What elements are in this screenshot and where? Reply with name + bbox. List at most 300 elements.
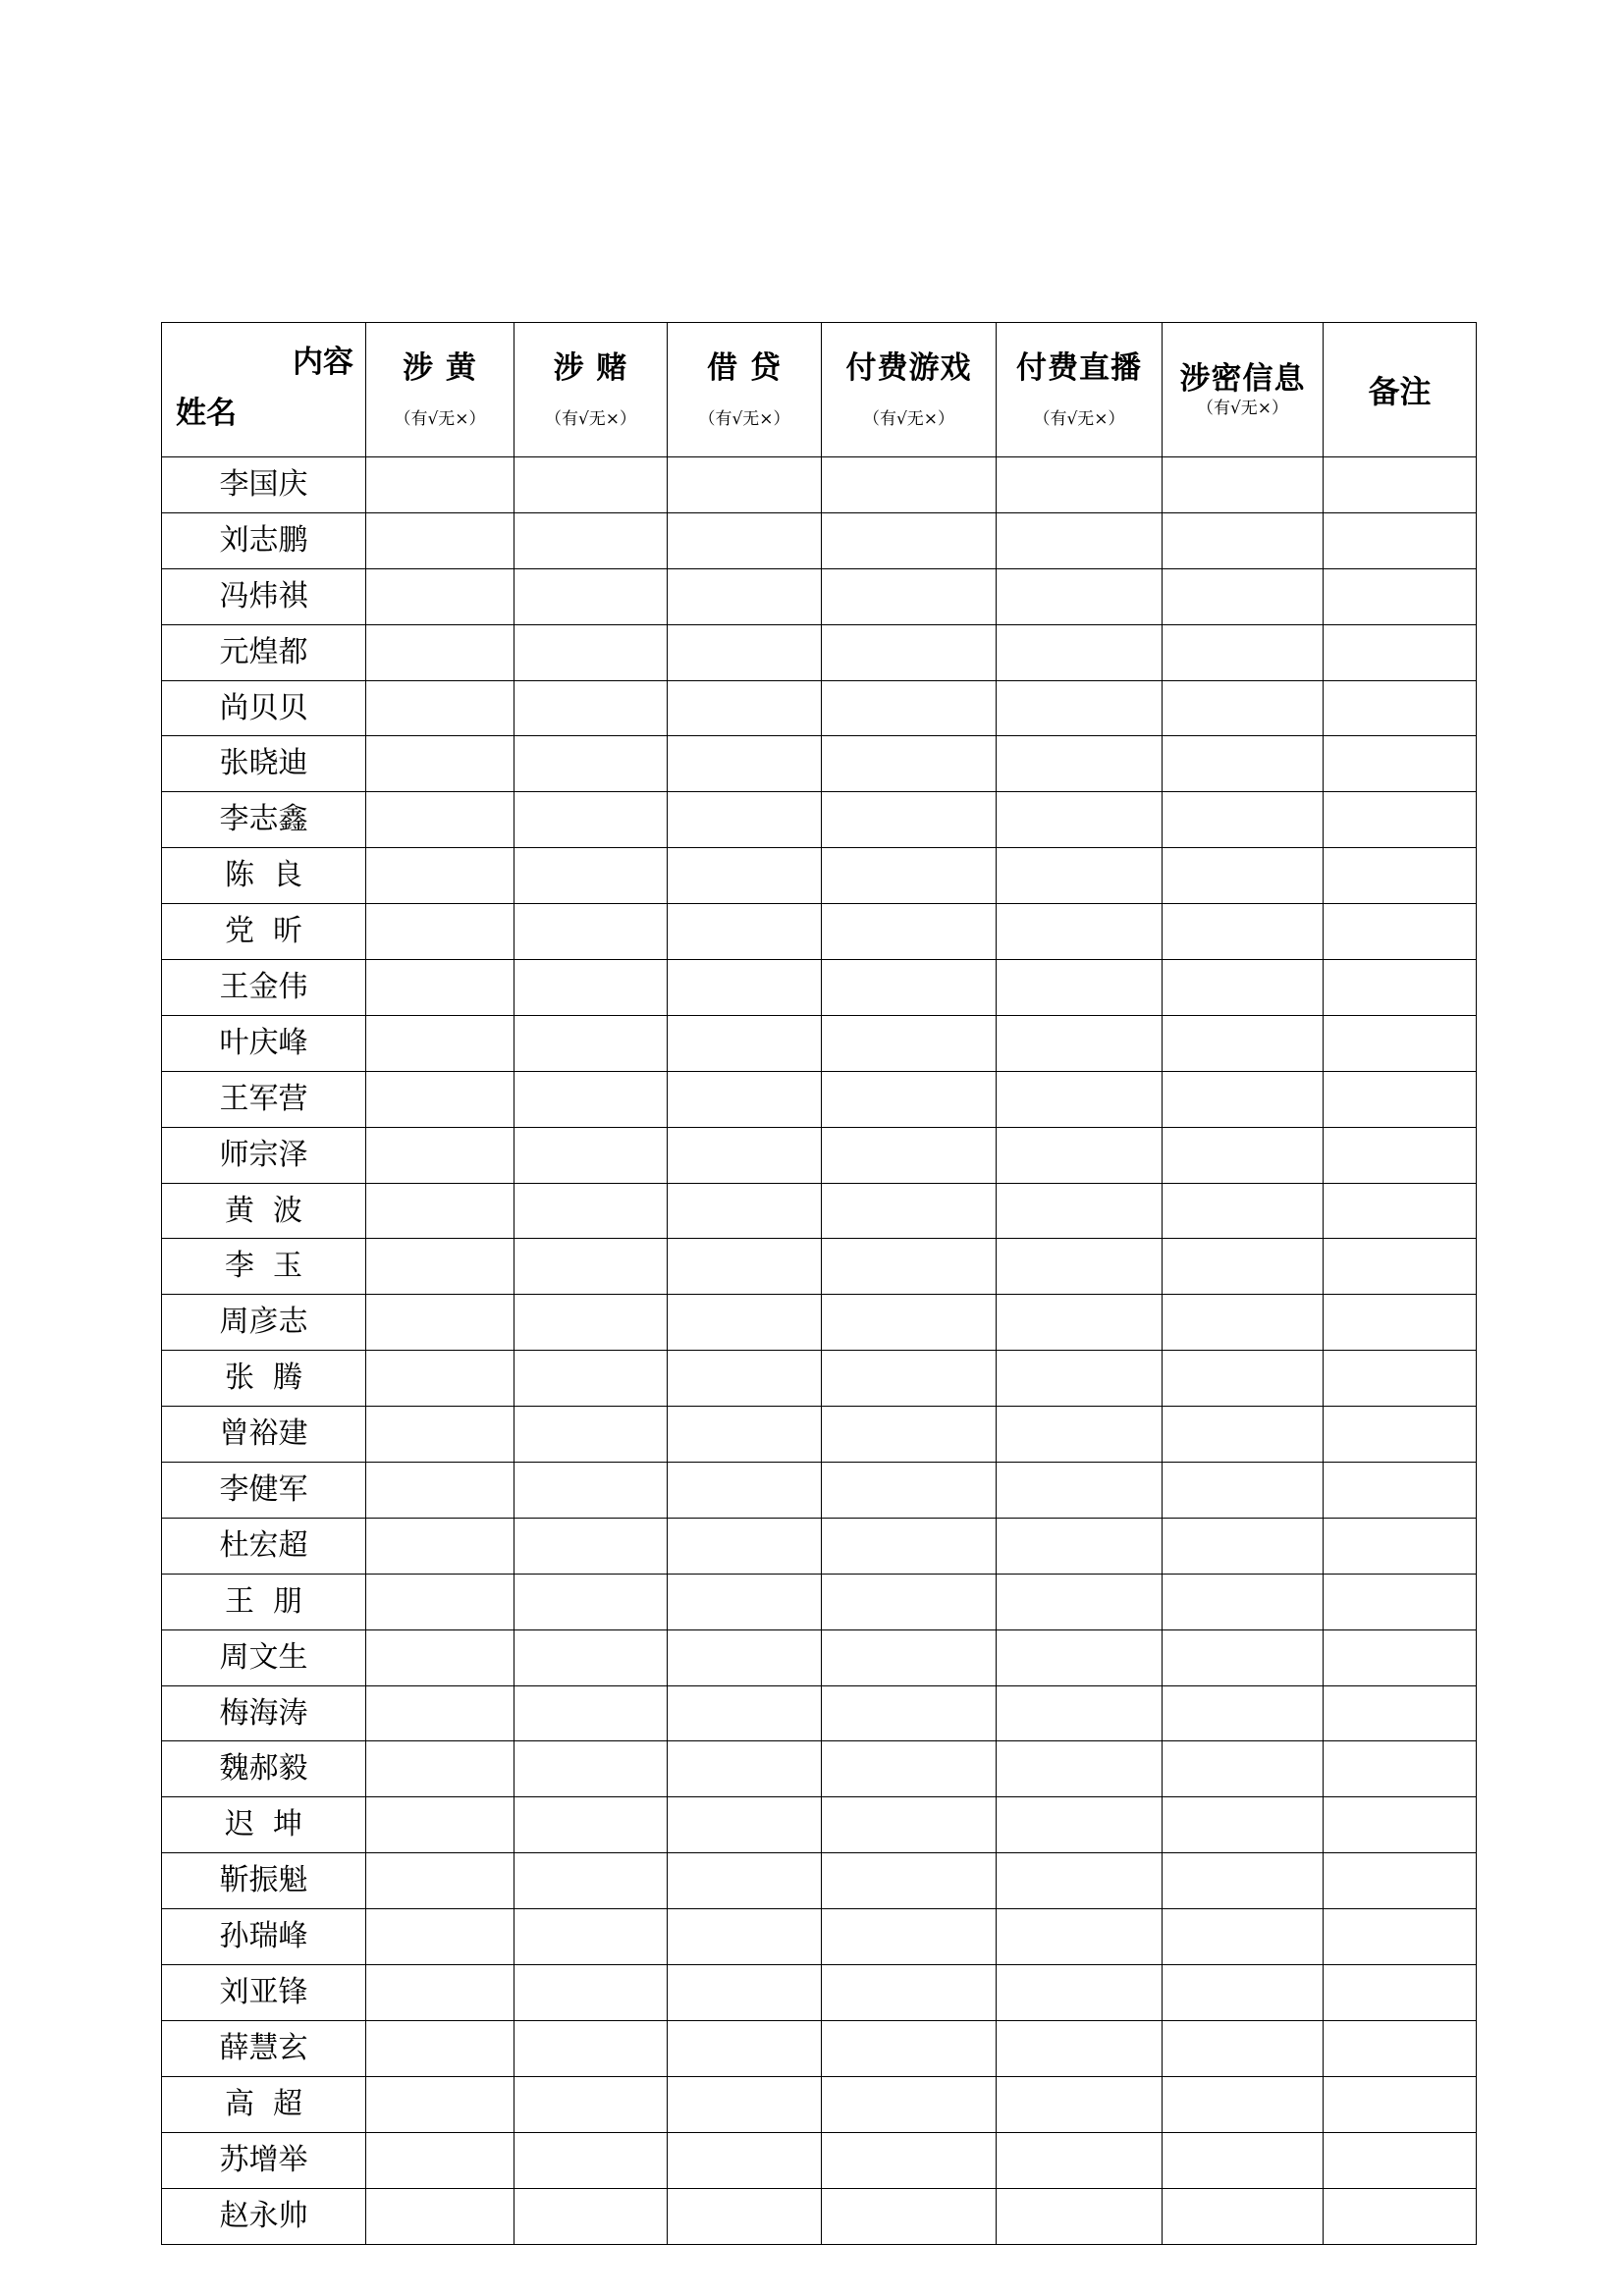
cell-paid-games[interactable]	[822, 960, 997, 1016]
cell-loans[interactable]	[668, 2020, 822, 2076]
cell-loans[interactable]	[668, 1407, 822, 1463]
cell-classified-info[interactable]	[1163, 904, 1324, 960]
cell-loans[interactable]	[668, 680, 822, 736]
cell-gambling[interactable]	[514, 568, 668, 624]
cell-classified-info[interactable]	[1163, 848, 1324, 904]
cell-paid-games[interactable]	[822, 736, 997, 792]
person-name: 梅海涛	[162, 1685, 366, 1741]
table-row	[162, 1295, 1477, 1351]
cell-loans[interactable]	[668, 1463, 822, 1519]
cell-loans[interactable]	[668, 1015, 822, 1071]
table-row	[162, 1909, 1477, 1965]
cell-porn[interactable]	[366, 1463, 514, 1519]
cell-remarks[interactable]	[1324, 792, 1477, 848]
table-row	[162, 1239, 1477, 1295]
column-header-loans: 借 贷 （有√无×）	[668, 323, 822, 457]
cell-paid-games[interactable]	[822, 1407, 997, 1463]
column-header-remarks: 备注	[1324, 323, 1477, 457]
cell-classified-info[interactable]	[1163, 512, 1324, 568]
cell-paid-games[interactable]	[822, 904, 997, 960]
table-row	[162, 457, 1477, 513]
table-row	[162, 568, 1477, 624]
cell-porn[interactable]	[366, 680, 514, 736]
cell-classified-info[interactable]	[1163, 1909, 1324, 1965]
cell-paid-livestream[interactable]	[997, 2188, 1163, 2244]
cell-loans[interactable]	[668, 1127, 822, 1183]
cell-remarks[interactable]	[1324, 736, 1477, 792]
table-row	[162, 848, 1477, 904]
cell-classified-info[interactable]	[1163, 792, 1324, 848]
person-name: 党 昕	[162, 904, 366, 960]
person-name: 张 腾	[162, 1351, 366, 1407]
cell-remarks[interactable]	[1324, 512, 1477, 568]
cell-porn[interactable]	[366, 1407, 514, 1463]
cell-porn[interactable]	[366, 1239, 514, 1295]
cell-remarks[interactable]	[1324, 1797, 1477, 1853]
cell-gambling[interactable]	[514, 1015, 668, 1071]
cell-paid-livestream[interactable]	[997, 1518, 1163, 1574]
cell-paid-livestream[interactable]	[997, 1965, 1163, 2021]
cell-classified-info[interactable]	[1163, 1685, 1324, 1741]
cell-loans[interactable]	[668, 1909, 822, 1965]
cell-paid-livestream[interactable]	[997, 624, 1163, 680]
cell-paid-livestream[interactable]	[997, 1797, 1163, 1853]
cell-paid-games[interactable]	[822, 1351, 997, 1407]
table-row	[162, 1574, 1477, 1629]
cell-paid-livestream[interactable]	[997, 1127, 1163, 1183]
table-row	[162, 1183, 1477, 1239]
cell-loans[interactable]	[668, 1239, 822, 1295]
cell-classified-info[interactable]	[1163, 1071, 1324, 1127]
cell-paid-games[interactable]	[822, 1463, 997, 1519]
cell-paid-games[interactable]	[822, 1574, 997, 1629]
table-row	[162, 2020, 1477, 2076]
cell-porn[interactable]	[366, 1518, 514, 1574]
cell-paid-games[interactable]	[822, 624, 997, 680]
cell-remarks[interactable]	[1324, 1351, 1477, 1407]
cell-porn[interactable]	[366, 1797, 514, 1853]
cell-paid-livestream[interactable]	[997, 1629, 1163, 1685]
cell-loans[interactable]	[668, 1797, 822, 1853]
cell-gambling[interactable]	[514, 1127, 668, 1183]
person-name: 周彦志	[162, 1295, 366, 1351]
cell-classified-info[interactable]	[1163, 2020, 1324, 2076]
cell-paid-games[interactable]	[822, 792, 997, 848]
cell-porn[interactable]	[366, 512, 514, 568]
table-row	[162, 1741, 1477, 1797]
cell-classified-info[interactable]	[1163, 1629, 1324, 1685]
cell-porn[interactable]	[366, 904, 514, 960]
column-header-classified-info: 涉密信息 （有√无×）	[1163, 323, 1324, 457]
cell-porn[interactable]	[366, 1295, 514, 1351]
cell-paid-livestream[interactable]	[997, 1239, 1163, 1295]
cell-porn[interactable]	[366, 568, 514, 624]
cell-remarks[interactable]	[1324, 568, 1477, 624]
cell-gambling[interactable]	[514, 1909, 668, 1965]
table-row	[162, 1685, 1477, 1741]
person-name: 周文生	[162, 1629, 366, 1685]
cell-remarks[interactable]	[1324, 2188, 1477, 2244]
person-name: 曾裕建	[162, 1407, 366, 1463]
column-header-paid-livestream: 付费直播 （有√无×）	[997, 323, 1163, 457]
cell-remarks[interactable]	[1324, 960, 1477, 1016]
cell-loans[interactable]	[668, 512, 822, 568]
person-name: 王 朋	[162, 1574, 366, 1629]
cell-porn[interactable]	[366, 1183, 514, 1239]
cell-classified-info[interactable]	[1163, 1183, 1324, 1239]
cell-gambling[interactable]	[514, 1853, 668, 1909]
person-name: 陈 良	[162, 848, 366, 904]
cell-classified-info[interactable]	[1163, 736, 1324, 792]
cell-paid-livestream[interactable]	[997, 792, 1163, 848]
cell-remarks[interactable]	[1324, 1015, 1477, 1071]
cell-paid-livestream[interactable]	[997, 960, 1163, 1016]
cell-gambling[interactable]	[514, 1741, 668, 1797]
cell-paid-livestream[interactable]	[997, 1853, 1163, 1909]
cell-classified-info[interactable]	[1163, 680, 1324, 736]
cell-paid-games[interactable]	[822, 1909, 997, 1965]
cell-paid-games[interactable]	[822, 2076, 997, 2132]
person-name: 苏增举	[162, 2132, 366, 2188]
cell-porn[interactable]	[366, 1685, 514, 1741]
cell-remarks[interactable]	[1324, 624, 1477, 680]
cell-classified-info[interactable]	[1163, 1741, 1324, 1797]
cell-classified-info[interactable]	[1163, 1351, 1324, 1407]
table-row	[162, 904, 1477, 960]
person-name: 迟 坤	[162, 1797, 366, 1853]
cell-classified-info[interactable]	[1163, 1239, 1324, 1295]
person-name: 尚贝贝	[162, 680, 366, 736]
cell-porn[interactable]	[366, 792, 514, 848]
table-row	[162, 1629, 1477, 1685]
table-row	[162, 960, 1477, 1016]
person-name: 刘亚锋	[162, 1965, 366, 2021]
table-row	[162, 1518, 1477, 1574]
cell-paid-livestream[interactable]	[997, 1574, 1163, 1629]
cell-paid-games[interactable]	[822, 512, 997, 568]
cell-paid-livestream[interactable]	[997, 1685, 1163, 1741]
cell-classified-info[interactable]	[1163, 1463, 1324, 1519]
cell-paid-games[interactable]	[822, 1965, 997, 2021]
table-row	[162, 2188, 1477, 2244]
cell-loans[interactable]	[668, 792, 822, 848]
person-name: 杜宏超	[162, 1518, 366, 1574]
cell-gambling[interactable]	[514, 1295, 668, 1351]
cell-porn[interactable]	[366, 960, 514, 1016]
person-name: 元煌都	[162, 624, 366, 680]
header-row	[162, 323, 1477, 457]
person-name: 高 超	[162, 2076, 366, 2132]
cell-paid-games[interactable]	[822, 457, 997, 513]
cell-gambling[interactable]	[514, 1463, 668, 1519]
column-header-gambling: 涉 赌 （有√无×）	[514, 323, 668, 457]
cell-classified-info[interactable]	[1163, 624, 1324, 680]
cell-porn[interactable]	[366, 1853, 514, 1909]
cell-porn[interactable]	[366, 624, 514, 680]
cell-paid-livestream[interactable]	[997, 2132, 1163, 2188]
cell-remarks[interactable]	[1324, 1295, 1477, 1351]
cell-remarks[interactable]	[1324, 1239, 1477, 1295]
person-name: 刘志鹏	[162, 512, 366, 568]
cell-classified-info[interactable]	[1163, 2132, 1324, 2188]
cell-porn[interactable]	[366, 1127, 514, 1183]
cell-loans[interactable]	[668, 2188, 822, 2244]
cell-paid-games[interactable]	[822, 1239, 997, 1295]
person-name: 赵永帅	[162, 2188, 366, 2244]
cell-porn[interactable]	[366, 736, 514, 792]
cell-paid-games[interactable]	[822, 848, 997, 904]
cell-loans[interactable]	[668, 1965, 822, 2021]
person-name: 李健军	[162, 1463, 366, 1519]
cell-loans[interactable]	[668, 736, 822, 792]
cell-paid-livestream[interactable]	[997, 457, 1163, 513]
table-row	[162, 792, 1477, 848]
cell-paid-games[interactable]	[822, 1797, 997, 1853]
cell-paid-games[interactable]	[822, 1295, 997, 1351]
table-row	[162, 2132, 1477, 2188]
person-name: 叶庆峰	[162, 1015, 366, 1071]
cell-loans[interactable]	[668, 1629, 822, 1685]
cell-porn[interactable]	[366, 2020, 514, 2076]
cell-paid-livestream[interactable]	[997, 904, 1163, 960]
cell-paid-livestream[interactable]	[997, 848, 1163, 904]
cell-paid-games[interactable]	[822, 1071, 997, 1127]
cell-porn[interactable]	[366, 1909, 514, 1965]
column-header-porn: 涉 黄 （有√无×）	[366, 323, 514, 457]
cell-paid-livestream[interactable]	[997, 1183, 1163, 1239]
column-header-paid-games: 付费游戏 （有√无×）	[822, 323, 997, 457]
table-row	[162, 1463, 1477, 1519]
cell-loans[interactable]	[668, 1518, 822, 1574]
cell-gambling[interactable]	[514, 624, 668, 680]
cell-loans[interactable]	[668, 848, 822, 904]
person-name: 师宗泽	[162, 1127, 366, 1183]
cell-gambling[interactable]	[514, 1685, 668, 1741]
cell-loans[interactable]	[668, 1183, 822, 1239]
table-row	[162, 1351, 1477, 1407]
table-row	[162, 624, 1477, 680]
cell-loans[interactable]	[668, 1351, 822, 1407]
cell-remarks[interactable]	[1324, 1574, 1477, 1629]
cell-loans[interactable]	[668, 1853, 822, 1909]
cell-paid-games[interactable]	[822, 2132, 997, 2188]
cell-paid-games[interactable]	[822, 1183, 997, 1239]
cell-loans[interactable]	[668, 2076, 822, 2132]
cell-gambling[interactable]	[514, 2076, 668, 2132]
cell-porn[interactable]	[366, 1965, 514, 2021]
cell-gambling[interactable]	[514, 1797, 668, 1853]
table-row	[162, 1015, 1477, 1071]
cell-porn[interactable]	[366, 1741, 514, 1797]
table-row	[162, 1127, 1477, 1183]
cell-loans[interactable]	[668, 1574, 822, 1629]
cell-paid-games[interactable]	[822, 1853, 997, 1909]
person-name: 李国庆	[162, 457, 366, 513]
cell-remarks[interactable]	[1324, 1629, 1477, 1685]
cell-paid-livestream[interactable]	[997, 512, 1163, 568]
cell-paid-games[interactable]	[822, 1015, 997, 1071]
cell-loans[interactable]	[668, 1685, 822, 1741]
cell-porn[interactable]	[366, 1351, 514, 1407]
person-name: 靳振魁	[162, 1853, 366, 1909]
cell-classified-info[interactable]	[1163, 1518, 1324, 1574]
cell-loans[interactable]	[668, 624, 822, 680]
cell-remarks[interactable]	[1324, 1741, 1477, 1797]
table-row	[162, 1965, 1477, 2021]
cell-gambling[interactable]	[514, 1351, 668, 1407]
cell-remarks[interactable]	[1324, 848, 1477, 904]
cell-loans[interactable]	[668, 568, 822, 624]
cell-paid-livestream[interactable]	[997, 736, 1163, 792]
cell-porn[interactable]	[366, 2188, 514, 2244]
cell-paid-livestream[interactable]	[997, 1407, 1163, 1463]
cell-paid-livestream[interactable]	[997, 1463, 1163, 1519]
cell-gambling[interactable]	[514, 848, 668, 904]
cell-remarks[interactable]	[1324, 1127, 1477, 1183]
cell-classified-info[interactable]	[1163, 457, 1324, 513]
cell-porn[interactable]	[366, 457, 514, 513]
cell-classified-info[interactable]	[1163, 1295, 1324, 1351]
cell-paid-livestream[interactable]	[997, 568, 1163, 624]
table-row	[162, 1407, 1477, 1463]
cell-classified-info[interactable]	[1163, 1797, 1324, 1853]
cell-gambling[interactable]	[514, 1965, 668, 2021]
cell-gambling[interactable]	[514, 457, 668, 513]
cell-remarks[interactable]	[1324, 2076, 1477, 2132]
cell-classified-info[interactable]	[1163, 2188, 1324, 2244]
cell-paid-livestream[interactable]	[997, 1071, 1163, 1127]
cell-gambling[interactable]	[514, 2020, 668, 2076]
cell-classified-info[interactable]	[1163, 960, 1324, 1016]
table-row	[162, 1853, 1477, 1909]
cell-remarks[interactable]	[1324, 1518, 1477, 1574]
cell-porn[interactable]	[366, 848, 514, 904]
cell-classified-info[interactable]	[1163, 1407, 1324, 1463]
table-row	[162, 512, 1477, 568]
person-name: 冯炜祺	[162, 568, 366, 624]
cell-remarks[interactable]	[1324, 1407, 1477, 1463]
person-name: 王金伟	[162, 960, 366, 1016]
cell-gambling[interactable]	[514, 736, 668, 792]
cell-gambling[interactable]	[514, 2132, 668, 2188]
cell-paid-games[interactable]	[822, 1685, 997, 1741]
cell-paid-games[interactable]	[822, 568, 997, 624]
person-name: 王军营	[162, 1071, 366, 1127]
cell-classified-info[interactable]	[1163, 1015, 1324, 1071]
cell-classified-info[interactable]	[1163, 1965, 1324, 2021]
cell-classified-info[interactable]	[1163, 1127, 1324, 1183]
cell-paid-games[interactable]	[822, 680, 997, 736]
person-name: 孙瑞峰	[162, 1909, 366, 1965]
cell-remarks[interactable]	[1324, 904, 1477, 960]
cell-gambling[interactable]	[514, 1574, 668, 1629]
cell-gambling[interactable]	[514, 512, 668, 568]
cell-paid-games[interactable]	[822, 1629, 997, 1685]
cell-loans[interactable]	[668, 2132, 822, 2188]
table-row	[162, 1797, 1477, 1853]
cell-paid-games[interactable]	[822, 2020, 997, 2076]
cell-porn[interactable]	[366, 1629, 514, 1685]
cell-porn[interactable]	[366, 1015, 514, 1071]
table-row	[162, 1071, 1477, 1127]
corner-header-cell	[162, 323, 366, 457]
cell-gambling[interactable]	[514, 1071, 668, 1127]
cell-remarks[interactable]	[1324, 1685, 1477, 1741]
cell-paid-games[interactable]	[822, 1127, 997, 1183]
cell-classified-info[interactable]	[1163, 1853, 1324, 1909]
cell-paid-games[interactable]	[822, 1741, 997, 1797]
cell-paid-livestream[interactable]	[997, 1741, 1163, 1797]
cell-classified-info[interactable]	[1163, 2076, 1324, 2132]
cell-gambling[interactable]	[514, 904, 668, 960]
cell-remarks[interactable]	[1324, 457, 1477, 513]
cell-gambling[interactable]	[514, 960, 668, 1016]
cell-remarks[interactable]	[1324, 2132, 1477, 2188]
cell-gambling[interactable]	[514, 1518, 668, 1574]
person-name: 张晓迪	[162, 736, 366, 792]
cell-loans[interactable]	[668, 960, 822, 1016]
cell-gambling[interactable]	[514, 1183, 668, 1239]
cell-remarks[interactable]	[1324, 1071, 1477, 1127]
cell-paid-livestream[interactable]	[997, 1015, 1163, 1071]
cell-loans[interactable]	[668, 1741, 822, 1797]
cell-paid-livestream[interactable]	[997, 680, 1163, 736]
cell-paid-livestream[interactable]	[997, 2076, 1163, 2132]
cell-paid-games[interactable]	[822, 2188, 997, 2244]
person-name: 李 玉	[162, 1239, 366, 1295]
cell-paid-livestream[interactable]	[997, 2020, 1163, 2076]
cell-gambling[interactable]	[514, 1239, 668, 1295]
cell-remarks[interactable]	[1324, 1853, 1477, 1909]
cell-classified-info[interactable]	[1163, 1574, 1324, 1629]
table-row	[162, 680, 1477, 736]
cell-remarks[interactable]	[1324, 1463, 1477, 1519]
cell-porn[interactable]	[366, 1071, 514, 1127]
table-row	[162, 736, 1477, 792]
person-name: 魏郝毅	[162, 1741, 366, 1797]
cell-paid-games[interactable]	[822, 1518, 997, 1574]
cell-gambling[interactable]	[514, 1407, 668, 1463]
person-name: 薛慧玄	[162, 2020, 366, 2076]
table-row	[162, 2076, 1477, 2132]
person-name: 黄 波	[162, 1183, 366, 1239]
cell-porn[interactable]	[366, 2132, 514, 2188]
cell-classified-info[interactable]	[1163, 568, 1324, 624]
cell-remarks[interactable]	[1324, 1183, 1477, 1239]
cell-paid-livestream[interactable]	[997, 1351, 1163, 1407]
cell-gambling[interactable]	[514, 680, 668, 736]
survey-table	[161, 322, 1477, 2245]
cell-porn[interactable]	[366, 1574, 514, 1629]
content-label: 内容	[293, 345, 353, 380]
cell-paid-livestream[interactable]	[997, 1295, 1163, 1351]
cell-paid-livestream[interactable]	[997, 1909, 1163, 1965]
cell-remarks[interactable]	[1324, 1965, 1477, 2021]
cell-remarks[interactable]	[1324, 1909, 1477, 1965]
cell-loans[interactable]	[668, 1071, 822, 1127]
cell-loans[interactable]	[668, 1295, 822, 1351]
cell-remarks[interactable]	[1324, 2020, 1477, 2076]
person-name: 李志鑫	[162, 792, 366, 848]
cell-gambling[interactable]	[514, 792, 668, 848]
cell-loans[interactable]	[668, 457, 822, 513]
cell-porn[interactable]	[366, 2076, 514, 2132]
cell-loans[interactable]	[668, 904, 822, 960]
cell-gambling[interactable]	[514, 1629, 668, 1685]
cell-remarks[interactable]	[1324, 680, 1477, 736]
cell-gambling[interactable]	[514, 2188, 668, 2244]
name-label: 姓名	[176, 396, 237, 431]
